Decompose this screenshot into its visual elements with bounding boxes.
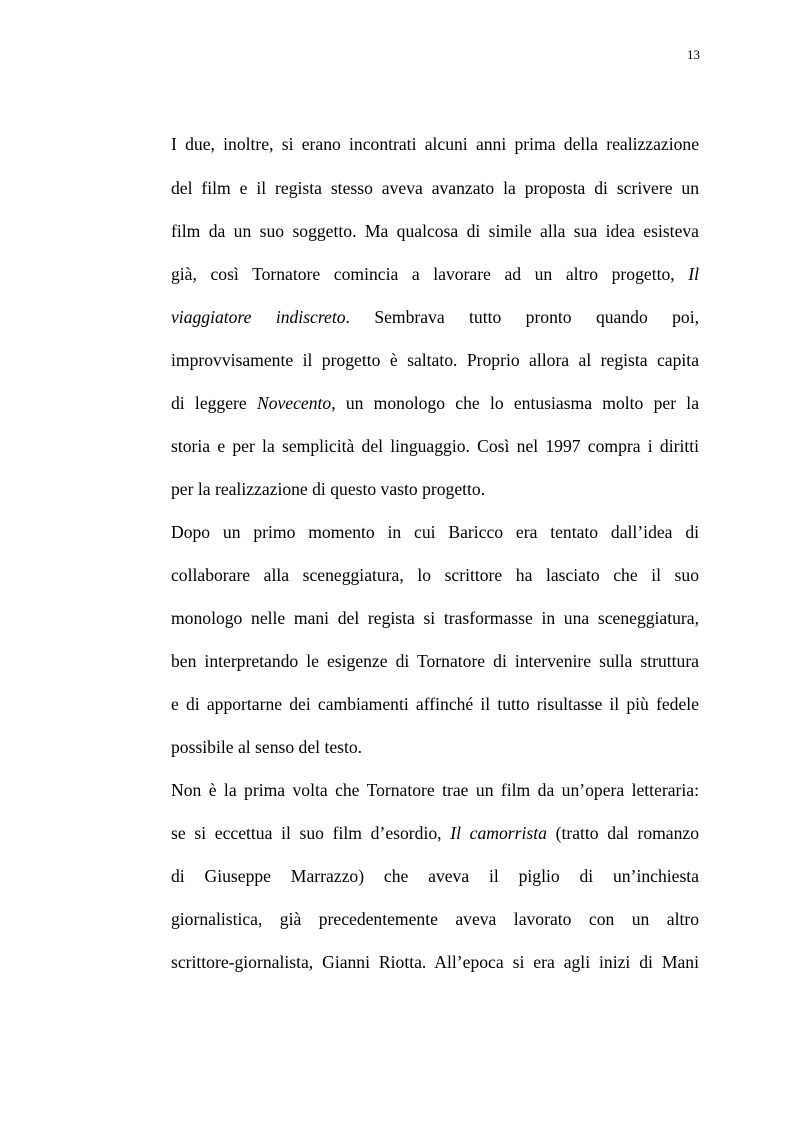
italic-title: Il: [688, 264, 699, 284]
text-line: se si eccettua il suo film d’esordio, Il camorrista (tratto dal romanzo: [171, 823, 700, 843]
text-line: di Giuseppe Marrazzo) che aveva il piglio di un’inchiesta: [171, 866, 699, 886]
text-line: di leggere Novecento, un monologo che lo entusiasma molto per la: [171, 393, 700, 413]
text-line: scrittore-giornalista, Gianni Riotta. All’epoca si era agli inizi di Mani: [171, 952, 699, 972]
text-line: giornalistica, già precedentemente aveva lavorato con un altro: [171, 909, 699, 929]
text-line: storia e per la semplicità del linguaggio. Così nel 1997 compra i diritti: [171, 436, 699, 456]
text-line: possibile al senso del testo.: [171, 737, 363, 757]
text-line: ben interpretando le esigenze di Tornatore di intervenire sulla struttura: [171, 651, 699, 671]
text-line: viaggiatore indiscreto. Sembrava tutto pronto quando poi,: [171, 307, 699, 327]
page-number: 13: [687, 47, 700, 62]
text-line: del film e il regista stesso aveva avanzato la proposta di scrivere un: [171, 178, 699, 198]
text-line: Non è la prima volta che Tornatore trae un film da un’opera letteraria:: [171, 780, 699, 800]
italic-title: Novecento: [256, 393, 332, 413]
text-line: e di apportarne dei cambiamenti affinché il tutto risultasse il più fedele: [171, 694, 699, 714]
text-line: per la realizzazione di questo vasto progetto.: [171, 479, 486, 499]
italic-title: viaggiatore indiscreto: [171, 307, 346, 327]
text-line: già, così Tornatore comincia a lavorare ad un altro progetto, Il: [171, 264, 699, 284]
text-line: collaborare alla sceneggiatura, lo scrittore ha lasciato che il suo: [171, 565, 699, 585]
text-line: film da un suo soggetto. Ma qualcosa di simile alla sua idea esisteva: [171, 221, 699, 241]
text-line: I due, inoltre, si erano incontrati alcuni anni prima della realizzazione: [171, 134, 699, 154]
italic-title: Il camorrista: [450, 823, 547, 843]
text-line: monologo nelle mani del regista si trasformasse in una sceneggiatura,: [171, 608, 699, 628]
text-line: Dopo un primo momento in cui Baricco era tentato dall’idea di: [171, 522, 699, 542]
text-line: improvvisamente il progetto è saltato. Proprio allora al regista capita: [171, 350, 699, 370]
